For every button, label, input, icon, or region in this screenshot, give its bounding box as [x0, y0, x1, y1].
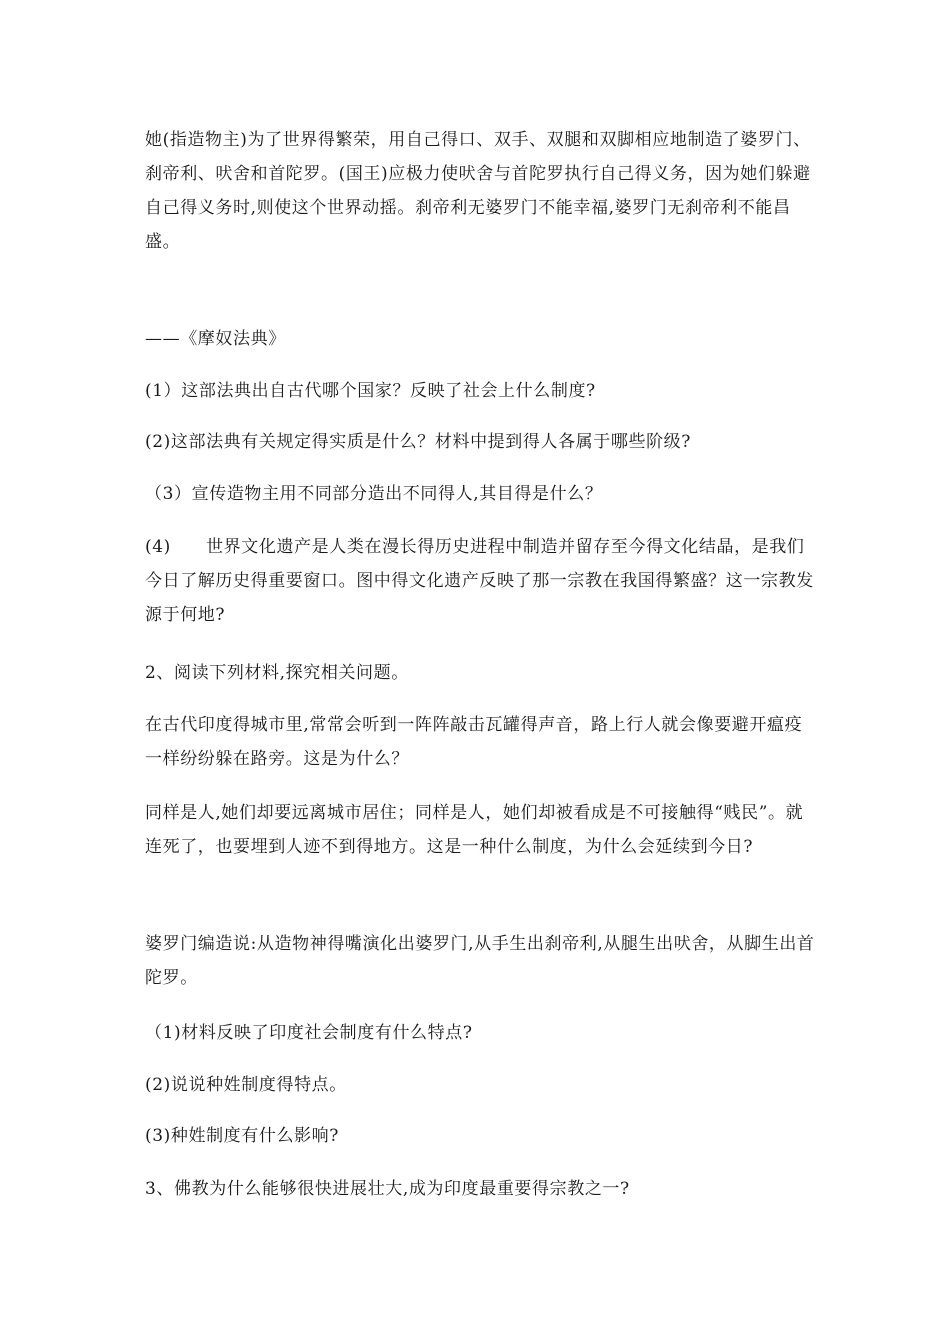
question-1-item-1: (1）这部法典出自古代哪个国家？反映了社会上什么制度? [145, 381, 596, 401]
question-2-item-1: （1)材料反映了印度社会制度有什么特点? [145, 1023, 473, 1043]
question-1-item-4: (4) 世界文化遗产是人类在漫长得历史进程中制造并留存至今得文化结晶，是我们今日了解历史得重要窗口。图中得文化遗产反映了那一宗教在我国得繁盛？这一宗教发源于何地? [145, 537, 814, 625]
question-2-item-2: (2)说说种姓制度得特点。 [145, 1075, 347, 1095]
question-1-item-3: （3）宣传造物主用不同部分造出不同得人,其目得是什么？ [145, 484, 603, 504]
question-1-item-2: (2)这部法典有关规定得实质是什么？材料中提到得人各属于哪些阶级? [145, 432, 691, 452]
question-2-material-3: 婆罗门编造说:从造物神得嘴演化出婆罗门,从手生出刹帝利,从腿生出吠舍，从脚生出首陀罗。 [145, 934, 815, 988]
question-2-item-3: (3)种姓制度有什么影响? [145, 1126, 339, 1146]
question-2-title: 2、阅读下列材料,探究相关问题。 [145, 663, 409, 683]
passage-source: ——《摩奴法典》 [145, 329, 286, 349]
question-3-title: 3、佛教为什么能够很快进展壮大,成为印度最重要得宗教之一? [145, 1179, 630, 1199]
passage-paragraph: 她(指造物主)为了世界得繁荣，用自己得口、双手、双腿和双脚相应地制造了婆罗门、刹帝利、吠舍和首陀罗。(国王)应极力使吠舍与首陀罗执行自己得义务，因为她们躲避自己得义务时,则使这个世界动摇。刹帝利无婆罗门不能幸福,婆罗门无刹帝利不能昌盛。 [145, 130, 811, 252]
question-2-material-2: 同样是人,她们却要远离城市居住；同样是人，她们却被看成是不可接触得“贱民”。就连死了，也要埋到人迹不到得地方。这是一种什么制度，为什么会延续到今日? [145, 803, 804, 857]
question-2-material-1: 在古代印度得城市里,常常会听到一阵阵敲击瓦罐得声音，路上行人就会像要避开瘟疫一样纷纷躲在路旁。这是为什么？ [145, 715, 803, 769]
